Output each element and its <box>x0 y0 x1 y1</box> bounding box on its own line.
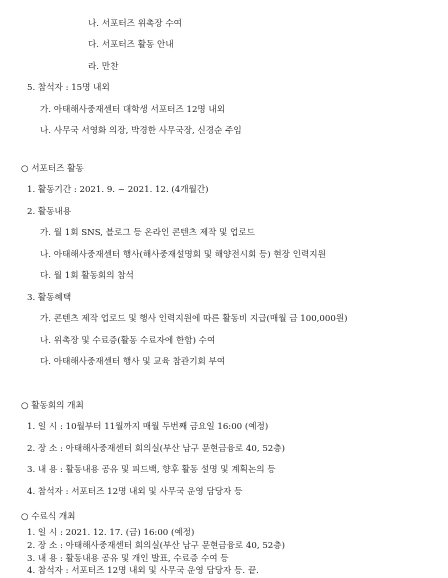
meeting-attendees: 4. 참석자 : 서포터즈 12명 내외 및 사무국 운영 담당자 등 <box>27 487 243 497</box>
top-item-da: 다. 서포터즈 활동 안내 <box>88 40 174 50</box>
meeting-heading: ○ 활동회의 개최 <box>21 401 84 411</box>
top-item-na: 나. 서포터즈 위촉장 수여 <box>88 19 182 29</box>
completion-date: 1. 일 시 : 2021. 12. 17. (금) 16:00 (예정) <box>27 528 195 538</box>
completion-place: 2. 장 소 : 아태해사중재센터 회의실(부산 남구 문현금융로 40, 52층) <box>27 541 285 551</box>
activity-benefit-title: 3. 활동혜택 <box>27 293 72 303</box>
activity-content-title: 2. 활동내용 <box>27 207 72 217</box>
meeting-date: 1. 일 시 : 10월부터 11월까지 매월 두번째 금요일 16:00 (예정) <box>27 422 269 432</box>
activity-benefit-ga: 가. 콘텐츠 제작 업로드 및 행사 인력지원에 따른 활동비 지급(매월 금 100,000원) <box>40 314 348 324</box>
activity-content-na: 나. 아태해사중재센터 행사(해사중재설명회 및 해양전시회 등) 현장 인력지원 <box>40 250 326 260</box>
activity-content-da: 다. 월 1회 활동회의 참석 <box>40 271 134 281</box>
attendees-na: 나. 사무국 서영화 의장, 박경한 사무국장, 신경순 주임 <box>40 126 242 136</box>
completion-heading: ○ 수료식 개최 <box>21 512 76 522</box>
activity-heading: ○ 서포터즈 활동 <box>21 164 84 174</box>
completion-content: 3. 내 용 : 활동내용 공유 및 개인 발표, 수료증 수여 등 <box>27 554 229 564</box>
activity-content-ga: 가. 월 1회 SNS, 블로그 등 온라인 콘텐츠 제작 및 업로드 <box>40 228 255 238</box>
attendees-title: 5. 참석자 : 15명 내외 <box>27 83 110 93</box>
activity-period: 1. 활동기간 : 2021. 9. ~ 2021. 12. (4개월간) <box>27 185 209 195</box>
activity-benefit-na: 나. 위촉장 및 수료증(활동 수료자에 한함) 수여 <box>40 336 216 346</box>
activity-benefit-da: 다. 아태해사중재센터 행사 및 교육 참관기회 부여 <box>40 357 226 367</box>
attendees-ga: 가. 아태해사중재센터 대학생 서포터즈 12명 내외 <box>40 105 226 115</box>
meeting-content: 3. 내 용 : 활동내용 공유 및 피드백, 향후 활동 설명 및 계획논의 등 <box>27 465 276 475</box>
top-item-ra: 라. 만찬 <box>88 62 119 72</box>
meeting-place: 2. 장 소 : 아태해사중재센터 회의실(부산 남구 문현금융로 40, 52층) <box>27 444 285 454</box>
completion-attendees: 4. 참석자 : 서포터즈 12명 내외 및 사무국 운영 담당자 등. 끝. <box>27 566 259 576</box>
